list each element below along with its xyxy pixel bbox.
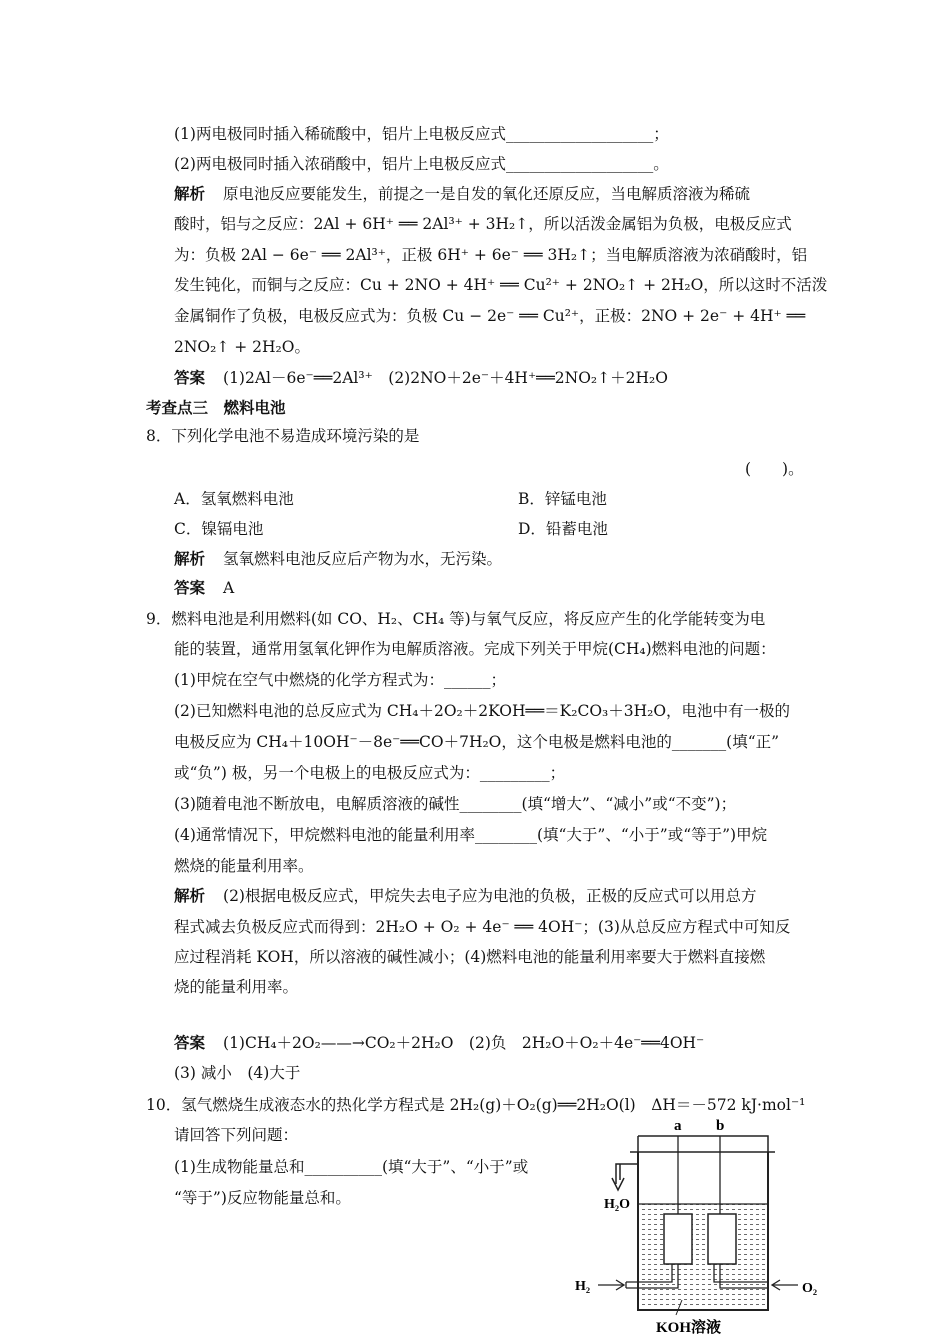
- label-koh: KOH溶液: [656, 1320, 722, 1336]
- label-b: b: [716, 1118, 725, 1134]
- q8-option-b: B．锌锰电池: [518, 490, 607, 508]
- koh-solution: [638, 1204, 768, 1310]
- q9-analysis-line2: 程式减去负极反应式而得到：2H₂O + O₂ + 4e⁻ ══ 4OH⁻；(3)从总反应方程式中可知反: [174, 918, 791, 936]
- answer-label: 答案: [174, 1033, 206, 1052]
- q9-answer-line2: (3) 减小 (4)大于: [174, 1064, 301, 1082]
- q9-part2-line2: 电极反应为 CH₄＋10OH⁻－8e⁻══CO＋7H₂O，这个电极是燃料电池的_______(填“正”: [174, 733, 780, 751]
- q9-analysis-line1: [174, 885, 756, 907]
- q9-analysis-line4: 烧的能量利用率。: [174, 978, 299, 996]
- q10-stem-line1: 10．氢气燃烧生成液态水的热化学方程式是 2H₂(g)＋O₂(g)══2H₂O(l) ΔH＝－572 kJ·mol⁻¹: [146, 1096, 806, 1114]
- q7-part2: (2)两电极同时插入浓硝酸中，铝片上电极反应式___________________。: [174, 155, 669, 173]
- q7-analysis-text1: 原电池反应要能发生，前提之一是自发的氧化还原反应，当电解质溶液为稀硫: [223, 185, 751, 203]
- q9-part2-line1: (2)已知燃料电池的总反应式为 CH₄＋2O₂＋2KOH══＝K₂CO₃＋3H₂O，电池中有一极的: [174, 702, 791, 720]
- q9-analysis-line3: 应过程消耗 KOH，所以溶液的碱性减小；(4)燃料电池的能量利用率要大于燃料直接燃: [174, 948, 766, 966]
- label-h2: H₂: [575, 1279, 591, 1294]
- q8-option-c: C．镍镉电池: [174, 520, 264, 538]
- q7-analysis-line2: 酸时，铝与之反应：2Al + 6H⁺ ══ 2Al³⁺ + 3H₂↑，所以活泼金属铝为负极，电极反应式: [174, 215, 792, 233]
- q8-answer: [174, 577, 234, 599]
- q7-answer-text: (1)2Al－6e⁻══2Al³⁺ (2)2NO＋2e⁻＋4H⁺══2NO₂↑＋2H₂O: [223, 369, 668, 387]
- electrode-b: [708, 1214, 736, 1264]
- q7-answer: [174, 367, 668, 389]
- q9-analysis-text1: (2)根据电极反应式，甲烷失去电子应为电池的负极，正极的反应式可以用总方: [223, 887, 757, 905]
- q9-part4-line2: 燃烧的能量利用率。: [174, 857, 314, 875]
- label-h2o: H₂O: [604, 1197, 630, 1212]
- water-outlet-pipe: [616, 1164, 638, 1184]
- q10-part1-line1: (1)生成物能量总和__________(填“大于”、“小于”或: [174, 1158, 529, 1176]
- q8-analysis-text: 氢氧燃料电池反应后产物为水，无污染。: [223, 550, 503, 568]
- q10-part1-line2: “等于”)反应物能量总和。: [174, 1189, 351, 1207]
- analysis-label: 解析: [174, 184, 206, 203]
- q8-answer-text: A: [223, 579, 235, 597]
- fuel-cell-diagram: [570, 1112, 830, 1342]
- q7-analysis-line5: 金属铜作了负极，电极反应式为：负极 Cu − 2e⁻ ══ Cu²⁺，正极：2NO + 2e⁻ + 4H⁺ ══: [174, 307, 806, 325]
- analysis-label: 解析: [174, 886, 206, 905]
- q7-analysis-line6: 2NO₂↑ + 2H₂O。: [174, 338, 310, 356]
- q9-answer-line1: [174, 1032, 704, 1054]
- q7-part1: (1)两电极同时插入稀硫酸中，铝片上电极反应式___________________；: [174, 125, 669, 143]
- q8-analysis: [174, 548, 502, 570]
- q9-answer-text1: (1)CH₄＋2O₂——→CO₂＋2H₂O (2)负 2H₂O＋O₂＋4e⁻══4OH⁻: [223, 1034, 705, 1052]
- q10-stem-line2: 请回答下列问题：: [174, 1126, 299, 1144]
- q9-part1: (1)甲烷在空气中燃烧的化学方程式为：______；: [174, 671, 506, 689]
- q8-option-a: A．氢氧燃料电池: [174, 490, 294, 508]
- electrode-a: [664, 1214, 692, 1264]
- q9-part4-line1: (4)通常情况下，甲烷燃料电池的能量利用率________(填“大于”、“小于”或“等于”)甲烷: [174, 826, 768, 844]
- q9-part2-line3: 或“负”) 极，另一个电极上的电极反应式为：_________；: [174, 764, 566, 782]
- o2-inlet-arrow: [772, 1280, 798, 1290]
- label-a: a: [674, 1118, 682, 1134]
- q7-analysis-line4: 发生钝化，而铜与之反应：Cu + 2NO + 4H⁺ ══ Cu²⁺ + 2NO₂↑ + 2H₂O，所以这时不活泼: [174, 276, 828, 294]
- q9-stem-line1: 9．燃料电池是利用燃料(如 CO、H₂、CH₄ 等)与氧气反应，将反应产生的化学能转变为电: [146, 610, 766, 628]
- h2-inlet-arrow: [598, 1280, 624, 1290]
- section-heading: 考查点三 燃料电池: [146, 398, 286, 417]
- q7-analysis-line1: [174, 183, 750, 205]
- q8-stem: 8．下列化学电池不易造成环境污染的是: [146, 427, 420, 445]
- analysis-label: 解析: [174, 549, 206, 568]
- label-o2: O₂: [802, 1281, 818, 1296]
- q7-analysis-line3: 为：负极 2Al − 6e⁻ ══ 2Al³⁺，正极 6H⁺ + 6e⁻ ══ 3H₂↑；当电解质溶液为浓硝酸时，铝: [174, 246, 808, 264]
- answer-label: 答案: [174, 578, 206, 597]
- q9-stem-line2: 能的装置，通常用氢氧化钾作为电解质溶液。完成下列关于甲烷(CH₄)燃料电池的问题：: [174, 640, 776, 658]
- q9-part3: (3)随着电池不断放电，电解质溶液的碱性________(填“增大”、“减小”或“不变”)；: [174, 795, 737, 813]
- answer-label: 答案: [174, 368, 206, 387]
- q8-answer-blank: ( )。: [745, 460, 804, 478]
- q8-option-d: D．铅蓄电池: [518, 520, 608, 538]
